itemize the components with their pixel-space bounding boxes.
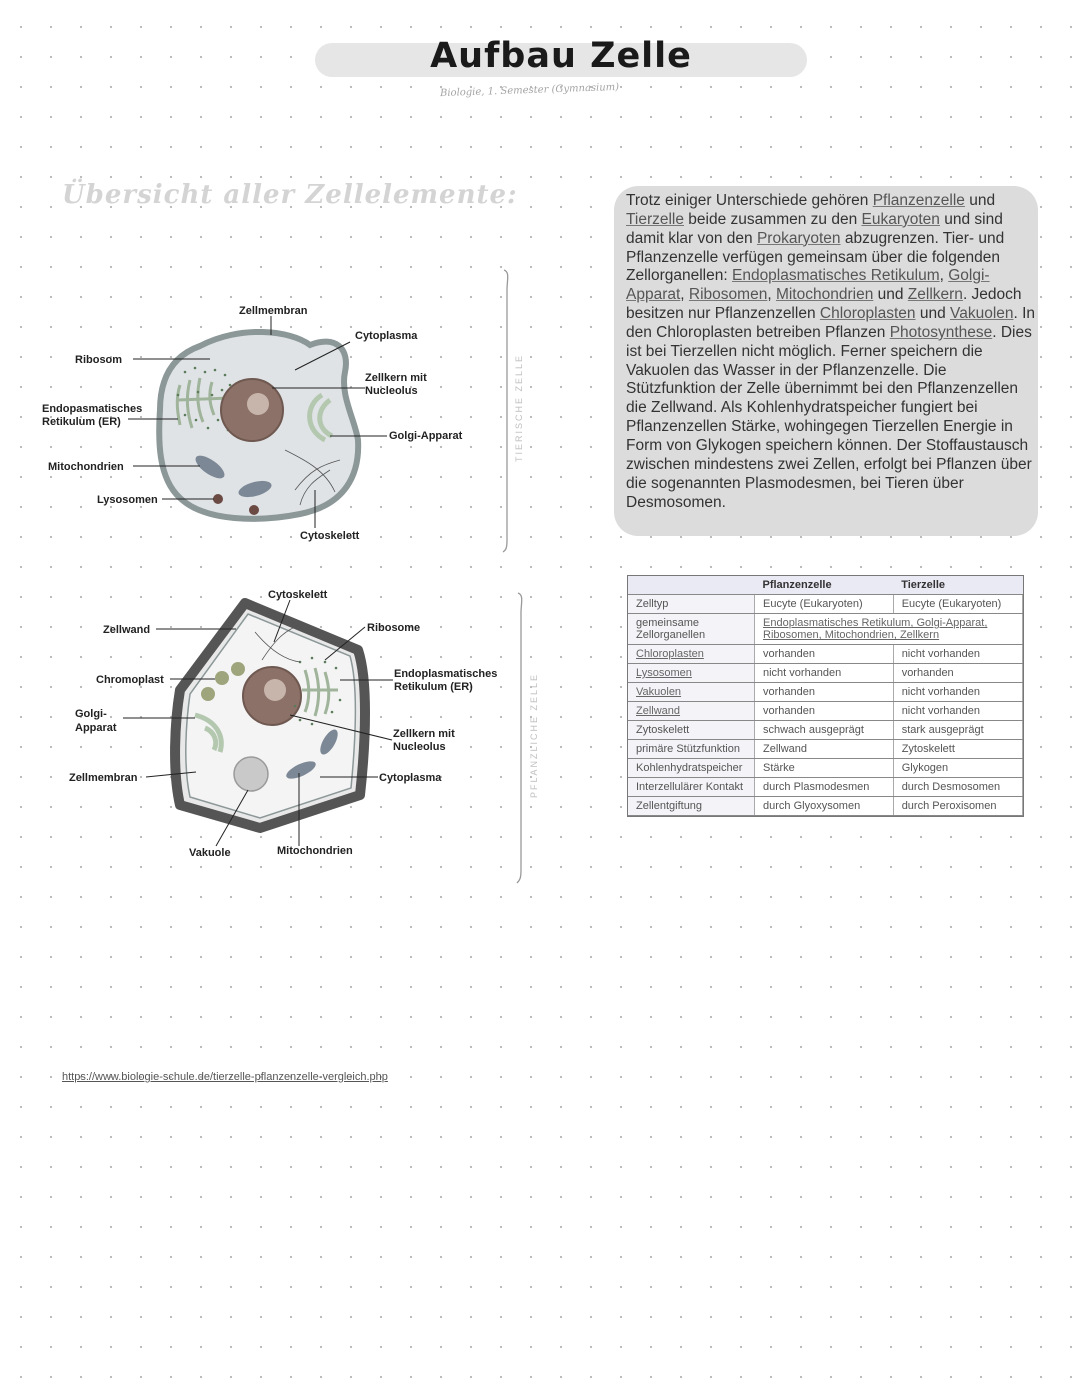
link-zellkern[interactable]: Zellkern [907,286,963,304]
link-chloroplasten[interactable]: Chloroplasten [819,305,916,323]
chromoplast-1 [231,662,245,676]
label-plant-zellmembran: Zellmembran [69,772,138,784]
table-cell: nicht vorhanden [893,645,1022,664]
link-photosynthese[interactable]: Photosynthese [889,323,993,341]
table-cell: Eucyte (Eukaryoten) [755,595,894,614]
label-plant-cytoskelett: Cytoskelett [268,589,328,601]
label-cytoskelett: Cytoskelett [300,530,360,542]
table-cell: Zelltyp [628,595,755,614]
text: Trotz einiger Unterschiede gehören [626,192,873,209]
table-cell: durch Peroxisomen [893,797,1022,816]
label-cytoplasma: Cytoplasma [355,330,418,342]
label-mitochondrien: Mitochondrien [48,461,124,473]
label-zellkern-2: Nucleolus [365,385,418,397]
table-cell: stark ausgeprägt [893,721,1022,740]
label-golgi: Golgi-Apparat [389,430,463,442]
text: und sind damit klar von den [626,210,1003,247]
label-plant-golgi-2: Apparat [75,722,117,734]
link-pflanzenzelle[interactable]: Pflanzenzelle [872,192,965,209]
page-subtitle: Biologie, 1. Semester (Gymnasium) [439,81,620,100]
label-zellmembran: Zellmembran [239,305,308,317]
table-cell: Zellentgiftung [628,797,755,816]
chromoplast-3 [201,687,215,701]
label-plant-cytoplasma: Cytoplasma [379,772,442,784]
label-plant-ribosome: Ribosome [367,622,421,634]
text: und [873,286,908,304]
label-plant-golgi-1: Golgi- [75,708,107,720]
text: beide zusammen zu den [684,210,862,228]
label-er-1: Endopasmatisches [42,403,143,415]
chromoplast-2 [215,671,229,685]
table-row [628,759,1023,778]
table-row [628,683,1023,702]
link-ribosomen[interactable]: Ribosomen [688,286,768,304]
cell-diagrams [0,0,600,900]
table-header-row [628,576,1023,595]
explanation-paragraph [626,192,1036,512]
label-plant-chromoplast: Chromoplast [96,674,164,686]
table-cell: durch Plasmodesmen [755,778,894,797]
text: abzugrenzen. Tier- und Pflanzenzelle verfügen gemeinsam über die folgenden Zellorganellen: [626,229,1005,285]
section-heading: Übersicht aller Zellelemente: [62,180,518,210]
table-cell: Zytoskelett [893,740,1022,759]
link-er[interactable]: Endoplasmatisches Retikulum [731,267,940,285]
table-cell-link[interactable]: Chloroplasten [628,645,755,664]
animal-lysosome-1 [213,494,223,504]
animal-cell-diagram [42,270,524,552]
table-row [628,721,1023,740]
table-cell: Zytoskelett [628,721,755,740]
text: . Jedoch besitzen nur Pflanzenzellen [626,286,1022,323]
text: , [680,286,689,304]
table-cell: Interzellulärer Kontakt [628,778,755,797]
table-cell: schwach ausgeprägt [755,721,894,740]
text: und [915,305,951,323]
text: . In den Chloroplasten betreiben Pflanzen [626,305,1036,341]
link-mitochondrien[interactable]: Mitochondrien [775,286,874,304]
table-cell: nicht vorhanden [893,702,1022,721]
label-plant-mitochondrien: Mitochondrien [277,845,353,857]
table-cell: vorhanden [755,645,894,664]
plant-cell-diagram [69,589,539,883]
text: , [767,286,776,304]
table-cell: gemeinsame Zellorganellen [628,614,755,645]
table-row [628,614,1023,645]
label-plant-zellkern-2: Nucleolus [393,741,446,753]
label-plant-zellwand: Zellwand [103,624,151,636]
table-cell: nicht vorhanden [893,683,1022,702]
source-url-link[interactable]: https://www.biologie-schule.de/tierzelle-pflanzenzelle-vergleich.php [62,1071,388,1083]
label-ribosom: Ribosom [75,354,123,366]
table-cell: primäre Stützfunktion [628,740,755,759]
link-eukaryoten[interactable]: Eukaryoten [861,210,940,228]
table-header [628,576,755,595]
table-cell-link[interactable]: Vakuolen [628,683,755,702]
table-row [628,645,1023,664]
table-cell: Glykogen [893,759,1022,778]
table-row [628,740,1023,759]
table-row [628,797,1023,816]
link-golgi[interactable]: Golgi-Apparat [626,267,990,304]
animal-nucleolus [247,393,269,415]
table-cell: nicht vorhanden [755,664,894,683]
table-cell: vorhanden [755,683,894,702]
table-cell: durch Desmosomen [893,778,1022,797]
table-header: Pflanzenzelle [755,576,894,595]
label-zellkern-1: Zellkern mit [365,372,427,384]
label-plant-er-1: Endoplasmatisches [394,668,498,680]
comparison-table [627,575,1024,817]
table-cell-link[interactable]: Lysosomen [628,664,755,683]
plant-bracket [517,593,522,883]
table-cell: Kohlenhydratspeicher [628,759,755,778]
link-vakuolen[interactable]: Vakuolen [950,305,1014,323]
table-cell-link[interactable]: Zellwand [628,702,755,721]
table-row [628,778,1023,797]
text: und [964,192,996,209]
label-plant-zellkern-1: Zellkern mit [393,728,455,740]
plant-vacuole [234,757,268,791]
animal-lysosome-2 [249,505,259,515]
table-row [628,595,1023,614]
table-cell: Eucyte (Eukaryoten) [893,595,1022,614]
plant-nucleolus [264,679,286,701]
table-cell: Zellwand [755,740,894,759]
table-row [628,664,1023,683]
animal-side-label: TIERISCHE ZELLE [514,353,524,462]
plant-side-label: PFLANZLICHE ZELLE [529,672,539,798]
link-prokaryoten[interactable]: Prokaryoten [756,229,841,247]
table-row [628,702,1023,721]
table-cell: durch Glyoxysomen [755,797,894,816]
text: , [939,267,949,285]
label-lysosomen: Lysosomen [97,494,158,506]
link-tierzelle[interactable]: Tierzelle [626,210,684,228]
table-cell: vorhanden [893,664,1022,683]
table-cell-link[interactable]: Endoplasmatisches Retikulum, Golgi-Apparat, Ribosomen, Mitochondrien, Zellkern [755,614,1023,645]
table-header: Tierzelle [893,576,1022,595]
label-er-2: Retikulum (ER) [42,416,121,428]
label-plant-er-2: Retikulum (ER) [394,681,473,693]
table-cell: Stärke [755,759,894,778]
text: . Dies ist bei Tierzellen nicht möglich. Ferner speichern die Vakuolen das Wasser in der Pflanzenzelle. Die Stützfunktion der Zelle übernimmt bei den Pflanzenzellen die Zellwand. Als Kohlenhydratspeicher fungiert bei Pflanzenzellen Stärke, wohingegen Tierzellen Energie in Form von Glykogen speichern können. Der Stoffaustausch zwischen mindestens zwei Zellen, erfolgt bei Pflanzen über die sogenannten Plasmodesmen, bei Tieren über Desmosomen. [626,323,1032,511]
table-cell: vorhanden [755,702,894,721]
label-plant-vakuole: Vakuole [189,847,231,859]
animal-bracket [503,270,508,552]
page-title: Aufbau Zelle [430,36,692,76]
